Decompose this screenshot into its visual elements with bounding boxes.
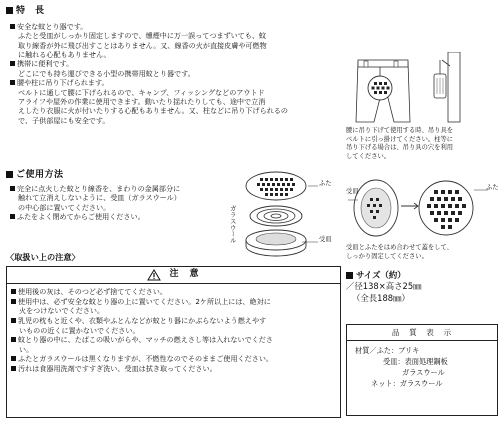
usage-list bbox=[10, 184, 230, 221]
size-block bbox=[346, 270, 496, 304]
bullet-icon bbox=[11, 318, 16, 323]
caution-item: 使用後の灰は、そのつど必ず捨ててください。 bbox=[11, 287, 340, 297]
usage-heading: ご使用方法 bbox=[6, 170, 64, 182]
caution-item: 乳児の枕もと近くや、衣類やふとんなどが蚊とり器にかぶらないよう燃えやす bbox=[11, 316, 340, 326]
features-list bbox=[10, 22, 340, 125]
square-bullet-icon bbox=[346, 272, 353, 279]
feature-text: で、子供部屋にも安全です。 bbox=[18, 115, 110, 125]
size-heading: サイズ（約） bbox=[346, 270, 496, 281]
quality-row: ネット：ガラスウール bbox=[371, 379, 443, 389]
belt-caption: 腰に吊り下げて使用する時、吊り具を ベルトに引っ掛けてください。柱等に 吊り下げる場合は、吊り具の穴を利用 してください。 bbox=[346, 127, 454, 160]
quality-rows bbox=[347, 341, 497, 390]
bullet-icon bbox=[10, 24, 15, 29]
warning-icon bbox=[147, 269, 161, 281]
belt-hanging-image bbox=[350, 52, 480, 124]
bullet-icon bbox=[10, 214, 15, 219]
feature-text: どこにでも持ち運びできる小型の携帯用蚊とり器です。 bbox=[18, 68, 195, 78]
dish-label: 受皿 bbox=[319, 236, 332, 243]
feature-text: 取り線香が外に飛び出すことはありません。又、線香の火が直接皮膚や可燃物 bbox=[18, 40, 267, 50]
quality-row: 材質／ふた：ブリキ bbox=[355, 346, 420, 355]
usage-text: 触れて立消えしないように、受皿（ガラスウール） bbox=[18, 193, 181, 203]
square-bullet-icon bbox=[6, 171, 13, 178]
feature-text: ふたと受皿がしっかり固定しますので、燻煙中に万一誤ってつまずいても、蚊 bbox=[18, 31, 267, 41]
dish-label-right: 受皿 bbox=[346, 188, 359, 195]
size-total-length: （全長188㎜） bbox=[352, 292, 410, 303]
usage-text: の中心部に置いてください。 bbox=[18, 202, 111, 212]
size-dimensions: ／径138×高さ25㎜ bbox=[346, 281, 422, 292]
quality-row: ガラスウール bbox=[402, 368, 445, 378]
lid-label: ふた bbox=[319, 180, 332, 187]
features-heading: 特 長 bbox=[6, 6, 45, 18]
caution-text: い。 bbox=[19, 344, 34, 354]
usage-step: ふたをよく閉めてからご使用ください。 bbox=[10, 212, 230, 221]
belt-hanging-illustration bbox=[350, 52, 480, 122]
caution-box bbox=[6, 266, 341, 418]
feature-text: アライフや屋外の作業に使用できます。動いたり揺れたりしても、途中で立消 bbox=[18, 96, 266, 106]
feature-title: 携帯に便利です。 bbox=[10, 59, 340, 68]
feature-text: ベルトに通して腰に下げられるので、キャンプ、フィッシングなどのアウトド bbox=[18, 87, 265, 97]
caution-text: いものの近くに置かないでください。 bbox=[19, 325, 140, 335]
lid-dish-illustration bbox=[346, 170, 496, 240]
lid-dish-image bbox=[346, 170, 496, 242]
feature-title: 安全な蚊とり器です。 bbox=[10, 22, 340, 31]
square-bullet-icon bbox=[6, 7, 13, 14]
bullet-icon bbox=[11, 299, 16, 304]
caution-item: 蚊とり器の中に、たばこの吸いがらや、マッチの燃えさし等は入れないでくださ bbox=[11, 335, 340, 345]
cautions-heading: 〈取扱い上の注意〉 bbox=[6, 252, 80, 262]
bullet-icon bbox=[11, 356, 16, 361]
bullet-icon bbox=[10, 61, 15, 66]
bullet-icon bbox=[11, 366, 16, 371]
caution-title-bar bbox=[7, 267, 340, 284]
glass-wool-label: ガラスウール bbox=[228, 205, 237, 244]
bullet-icon bbox=[10, 80, 15, 85]
lid-dish-caption: 受皿とふたをはめ合わせて蓋をして、 しっかり固定してください。 bbox=[346, 244, 453, 260]
quality-label-box bbox=[346, 324, 498, 416]
feature-title: 腰や柱に吊り下げられます。 bbox=[10, 78, 340, 87]
caution-item: 使用中は、必ず安全な蚊とり器の上に置いてください。2ケ所以上には、絶対に bbox=[11, 297, 340, 307]
feature-text: に触れる心配もありません。 bbox=[18, 50, 111, 60]
caution-title: 注 意 bbox=[169, 269, 200, 280]
caution-item: 汚れは食器用洗剤ですすぎ洗い、受皿は拭き取ってください。 bbox=[11, 364, 340, 374]
caution-item: ふたとガラスウールは黒くなりますが、不燃性なのでそのままご使用ください。 bbox=[11, 354, 340, 364]
lid-label-right: ふた bbox=[486, 184, 499, 191]
quality-title: 品 質 表 示 bbox=[347, 325, 497, 341]
caution-list bbox=[7, 284, 340, 374]
bullet-icon bbox=[11, 289, 16, 294]
bullet-icon bbox=[10, 186, 15, 191]
usage-step: 完全に点火した蚊とり線香を、まわりの金属部分に bbox=[10, 184, 230, 193]
quality-row: 受皿：表面処理鋼板 bbox=[383, 357, 448, 367]
feature-text: えしたり衣服に火が付いたりする心配もありません。又、柱などに吊り下げられるの bbox=[18, 106, 288, 116]
bullet-icon bbox=[11, 337, 16, 342]
caution-text: 火をつけないでください。 bbox=[19, 306, 105, 316]
